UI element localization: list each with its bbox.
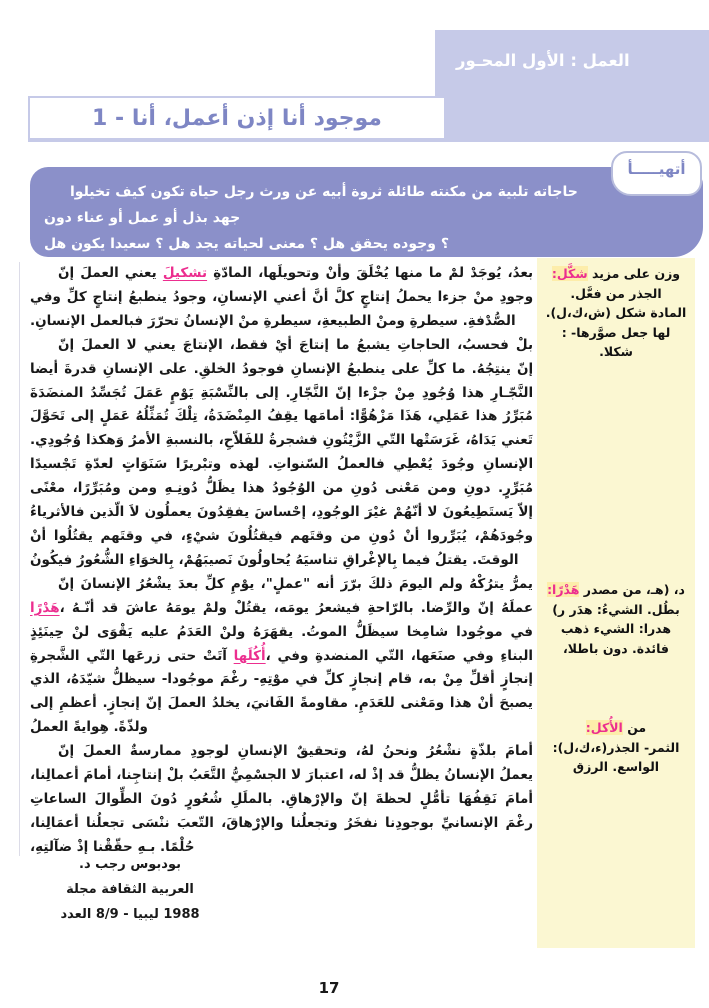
paragraph	[30, 334, 533, 573]
text-segment: ⁧إنّ⁩ ⁧العملَ⁩ ⁧يعني⁩	[58, 265, 157, 281]
glossary-sidebar	[537, 258, 695, 948]
column-rule	[19, 262, 20, 856]
text-segment: ⁧إنّ⁩ ⁧العملَ⁩ ⁧ممارسةٌ⁩ ⁧لوجودِ⁩ ⁧الإنسانِ⁩ ⁧وتحقيقٌ⁩ ⁧لهُ،⁩ ⁧ونحنُ⁩ ⁧نشْعُرُ⁩ ⁧بلذّةٍ⁩ ⁧أمامَ⁩ ⁧أعمالِنا،⁩ ⁧أمامَ⁩ ⁧إنتاجِنا،⁩ ⁧بلْ⁩ ⁧التَّعَبُ⁩ ⁧الجسْمِيُّ⁩ ⁧لا⁩ ⁧اعتبارَ⁩ ⁧له،⁩ ⁧إذْ⁩ ⁧قد⁩ ⁧يظلُّ⁩ ⁧الإنسانُ⁩ ⁧يعملُ⁩ ⁧الساعاتِ⁩ ⁧الطِّوالَ⁩ ⁧دُونَ⁩ ⁧شُعُورٍ⁩ ⁧بالملَلِ⁩ ⁧والإرْهاقِ.⁩ ⁧إنّ⁩ ⁧لحظةَ⁩ ⁧تأمُّلٍ⁩ ⁧نَقِفُهَا⁩ ⁧أمامَ⁩ ⁧أعمَالِنا،⁩ ⁧تجعلُنا⁩ ⁧ننْسَى⁩ ⁧التّعبَ⁩ ⁧والإرْهاقَ،⁩ ⁧وتجعلُنا⁩ ⁧نفخَرُ⁩ ⁧بوجودِنا⁩ ⁧الإنسانيِّ⁩ ⁧رغْمَ⁩ ⁧ضآلتِهِ،⁩ ⁧إذْ⁩ ⁧حقّقْنا⁩ ⁧بـهِ⁩ ⁧حُلْمًا.⁩	[30, 743, 534, 855]
author-name: ⁧د.⁩ ⁧رجب⁩ ⁧بودبوس⁩	[79, 857, 181, 872]
page-number: 17	[318, 979, 340, 997]
paragraph	[30, 573, 533, 740]
glossary-entry-term: ⁧الأُكل:⁩	[585, 720, 623, 735]
glossary-entry-def: ⁧مصدر⁩ ⁧من⁩ ⁧(هـ،⁩ ⁧د،⁩ ⁧ر)⁩ ⁧هدَر⁩ ⁧الشيءُ:⁩ ⁧بطُل.⁩ ⁧ذهب⁩ ⁧الشيء⁩ ⁧هدرا:⁩ ⁧باطلا،⁩ ⁧دون⁩ ⁧فائدة.⁩	[552, 582, 685, 656]
text-segment: ⁧،⁩ ⁧أنّـهُ⁩ ⁧قد⁩ ⁧عاشَ⁩ ⁧يومَهُ⁩ ⁧ولمْ⁩ ⁧يقتُلْ⁩ ⁧يومَه،⁩ ⁧فيشعرُ⁩ ⁧بالرّاحةِ⁩ ⁧والرِّضا.⁩ ⁧إنّ⁩ ⁧عملَهُ⁩ ⁧حِينَئِذٍ⁩ ⁧لنْ⁩ ⁧يَقْوَى⁩ ⁧عليه⁩ ⁧العَدَمُ⁩ ⁧ولنْ⁩ ⁧يقهَرَهُ⁩ ⁧الموتُ.⁩ ⁧سيظَلُّ⁩ ⁧شامِخا⁩ ⁧موجُودا⁩ ⁧في⁩ ⁧الشَّجرةِ⁩ ⁧التّي⁩ ⁧زرعَها⁩ ⁧حتى⁩ ⁧آتَتْ⁩	[30, 599, 534, 664]
text-segment: ⁧إنّ⁩ ⁧الإنسانَ⁩ ⁧يشْعُرُ⁩ ⁧بعدَ⁩ ⁧كلِّ⁩ ⁧يوْمِ⁩ ⁧"عملٍ"،⁩ ⁧أنه⁩ ⁧برّرَ⁩ ⁧ذلكَ⁩ ⁧اليومَ⁩ ⁧ولم⁩ ⁧يترُكْهُ⁩ ⁧يمرُّ⁩	[58, 575, 533, 592]
text-segment: ⁧،⁩ ⁧وفي⁩ ⁧المنضدةِ⁩ ⁧التّي⁩ ⁧صنَعَها،⁩ ⁧وفي⁩ ⁧البناءِ⁩ ⁧الذي⁩ ⁧شيّدَهُ،⁩ ⁧سيظلُّ⁩ ⁧موجُودا-⁩ ⁧رغْمَ⁩ ⁧موْتِهِ-⁩ ⁧في⁩ ⁧كلِّ⁩ ⁧إنجازٍ⁩ ⁧قام⁩ ⁧به،⁩ ⁧مِنْ⁩ ⁧أقلِّ⁩ ⁧إنجازٍ⁩ ⁧إلى⁩ ⁧أعظمِ⁩ ⁧إنجازٍ.⁩ ⁧إنّ⁩ ⁧العملَ⁩ ⁧يخلدُ⁩ ⁧الفَانيَ،⁩ ⁧مقاومةً⁩ ⁧للعَدَمِ.⁩ ⁧ومَعْنى⁩ ⁧هذا⁩ ⁧أنْ⁩ ⁧يصبحَ⁩ ⁧العملُ⁩ ⁧هِوايةً⁩ ⁧ولذّةً.⁩	[30, 647, 534, 736]
glossary-term-highlight: ⁧هَدْرًا⁩	[30, 599, 60, 616]
glossary-entry-def: ⁧من⁩ ⁧الجذر(ء،ك،ل):⁩ ⁧الثمر-⁩ ⁧الرزق⁩ ⁧الواسع.⁩	[552, 720, 680, 774]
attribution	[30, 852, 230, 927]
intro-line: ⁧هل⁩ ⁧يكون⁩ ⁧سعيدا⁩ ⁧؟⁩ ⁧هل⁩ ⁧يجد⁩ ⁧لحياته⁩ ⁧معنى⁩ ⁧؟⁩ ⁧هل⁩ ⁧يحقق⁩ ⁧وجوده⁩ ⁧؟⁩	[44, 236, 449, 252]
lesson-title: ⁧1⁩ ⁧-⁩ ⁧أنا⁩ ⁧أعمل،⁩ ⁧إذن⁩ ⁧أنا⁩ ⁧موجود⁩	[92, 105, 382, 131]
paragraph	[30, 262, 533, 334]
text-segment: ⁧إنّ⁩ ⁧العملَ⁩ ⁧لا⁩ ⁧يعني⁩ ⁧الإنتاجَ⁩ ⁧فقط،⁩ ⁧أيْ⁩ ⁧إنتاجَ⁩ ⁧ما⁩ ⁧يشبعُ⁩ ⁧الحاجاتِ⁩ ⁧فحسبُ،⁩ ⁧بلْ⁩ ⁧أيضا⁩ ⁧قدرةَ⁩ ⁧الإنسانِ⁩ ⁧على⁩ ⁧الخلقِ.⁩ ⁧فوجودُ⁩ ⁧الإنسانِ⁩ ⁧ينطبعُ⁩ ⁧على⁩ ⁧كلِّ⁩ ⁧ما⁩ ⁧ينتِجُهُ.⁩ ⁧إنّ⁩ ⁧المنضَدَةَ⁩ ⁧تُجَسِّدُ⁩ ⁧عَمَلَ⁩ ⁧يَوْمٍ⁩ ⁧بالنِّسْبَةِ⁩ ⁧إلى⁩ ⁧النَّجّارِ.⁩ ⁧إنّ⁩ ⁧جزْءا⁩ ⁧مِنْ⁩ ⁧وُجُودِ⁩ ⁧هذا⁩ ⁧النَّجّـارِ⁩ ⁧تَحَوَّلَ⁩ ⁧إلى⁩ ⁧عَمَلٍ⁩ ⁧تُمَثِّلُهُ⁩ ⁧تِلْكَ⁩ ⁧المِنْضَدَةُ،⁩ ⁧يقِفُ⁩ ⁧أمامَها⁩ ⁧مَزْهُوًّا:⁩ ⁧هَذَا⁩ ⁧عَمَلِي،⁩ ⁧هذا⁩ ⁧مُبَرِّرُ⁩ ⁧وُجُودِي.⁩ ⁧وَهكذا⁩ ⁧الأمرُ⁩ ⁧بالنسبةِ⁩ ⁧للفَلاّحِ،⁩ ⁧فشجرةُ⁩ ⁧الزَّيْتُونِ⁩ ⁧التّي⁩ ⁧غَرَسَتْها⁩ ⁧يَدَاهُ،⁩ ⁧تَعني⁩ ⁧تَجْسيدًا⁩ ⁧لعدّةِ⁩ ⁧سَنَوَاتٍ⁩ ⁧وتبْريرًا⁩ ⁧لهذه⁩ ⁧السّنواتِ.⁩ ⁧فالعملُ⁩ ⁧يُعْطِي⁩ ⁧وجُودَ⁩ ⁧الإنسانِ⁩ ⁧معْنًى⁩ ⁧ومُبَرِّرًا،⁩ ⁧ومن⁩ ⁧دُونِـهِ⁩ ⁧يظَلُّ⁩ ⁧هذا⁩ ⁧الوُجُودُ⁩ ⁧من⁩ ⁧دُونِ⁩ ⁧مَعْنى⁩ ⁧ومن⁩ ⁧دونِ⁩ ⁧مُبَرِّرٍ.⁩ ⁧فالأثرياءُ⁩ ⁧الّذين⁩ ⁧لاَ⁩ ⁧يعملُون⁩ ⁧يفقِدُونَ⁩ ⁧إحْساسَ⁩ ⁧الوجُودِ،⁩ ⁧غيْرَ⁩ ⁧أنّهُمْ⁩ ⁧لا⁩ ⁧يَستَطِيعُونَ⁩ ⁧إلاّ⁩ ⁧أنْ⁩ ⁧يقتُلُوا⁩ ⁧وقتَهم⁩ ⁧في⁩ ⁧شيْءٍ،⁩ ⁧فيقتُلُونَ⁩ ⁧وقتَهم⁩ ⁧من⁩ ⁧دُونِ⁩ ⁧أنْ⁩ ⁧يُبَرِّروا⁩ ⁧وجُودَهُمْ،⁩ ⁧فيكُونُ⁩ ⁧الشُّعُورُ⁩ ⁧بِالخوَاءِ⁩ ⁧نَصيبَهُمْ،⁩ ⁧يُحاولُونَ⁩ ⁧تناسيَهُ⁩ ⁧بِالإغْراقِ⁩ ⁧فيما⁩ ⁧يقتلُ⁩ ⁧الوقتَ.⁩	[30, 336, 534, 568]
chapter-title: ⁧المحـور⁩ ⁧الأول⁩ ⁧:⁩ ⁧العمل⁩	[456, 51, 630, 70]
intro-line: ⁧دون⁩ ⁧عناء⁩ ⁧أو⁩ ⁧عمل⁩ ⁧أو⁩ ⁧بذل⁩ ⁧جهد⁩	[44, 210, 241, 226]
glossary-entry	[543, 580, 689, 658]
intro-line: ⁧تخيلوا⁩ ⁧كيف⁩ ⁧تكون⁩ ⁧حياة⁩ ⁧رجل⁩ ⁧ورث⁩ ⁧عن⁩ ⁧أبيه⁩ ⁧ثروة⁩ ⁧طائلة⁩ ⁧مكنته⁩ ⁧من⁩ ⁧تلبية⁩ ⁧حاجاته⁩	[70, 184, 578, 200]
prepare-tab-label: أتهيـــــأ	[627, 160, 686, 178]
prepare-tab	[611, 151, 702, 196]
glossary-entry	[543, 264, 689, 362]
glossary-term-highlight: ⁧تشكيلَ⁩	[162, 265, 208, 281]
glossary-entry-def: ⁧مزيد⁩ ⁧على⁩ ⁧وزن⁩ ⁧فعَّل.⁩ ⁧من⁩ ⁧الجذر⁩ ⁧(ش،ك،ل).⁩ ⁧شكل⁩ ⁧المادة⁩ ⁧:⁩ ⁧صوَّرها-⁩ ⁧جعل⁩ ⁧لها⁩ ⁧شكلا.⁩	[545, 266, 687, 359]
glossary-entry-term: ⁧هَدْرًا:⁩	[547, 582, 580, 597]
glossary-term-highlight: ⁧أُكُلَها⁩	[233, 647, 266, 664]
paragraph	[30, 740, 533, 860]
lesson-title-box	[28, 96, 449, 142]
issue-info: ⁧العدد⁩ ⁧8/9⁩ ⁧-⁩ ⁧ليبيا⁩ ⁧1988⁩	[60, 907, 200, 922]
source-name: ⁧مجلة⁩ ⁧الثقافة⁩ ⁧العربية⁩	[66, 882, 194, 897]
intro-box	[30, 167, 703, 257]
glossary-entry-term: ⁧شكَّل:⁩	[551, 266, 588, 281]
text-segment: ⁧المادّةِ⁩ ⁧وتحويلَها،⁩ ⁧وأنْ⁩ ⁧يُخْلَقَ⁩ ⁧منها⁩ ⁧ما⁩ ⁧لمْ⁩ ⁧يُوجَدْ⁩ ⁧بعدُ،⁩ ⁧وفي⁩ ⁧كلِّ⁩ ⁧إنتاجٍ⁩ ⁧ينطبعُ⁩ ⁧وجودُ⁩ ⁧الإنسانِ،⁩ ⁧أعني⁩ ⁧أنَّ⁩ ⁧كلَّ⁩ ⁧إنتاجٍ⁩ ⁧يحملُ⁩ ⁧جزءا⁩ ⁧منْ⁩ ⁧وجودِ⁩ ⁧الإنسانِ.⁩ ⁧فبالعمل⁩ ⁧تحرّرَ⁩ ⁧الإنسانُ⁩ ⁧منْ⁩ ⁧سيطرةِ⁩ ⁧الطبيعةِ،⁩ ⁧ومنْ⁩ ⁧سيطرةِ⁩ ⁧الصُّدْفةِ.⁩	[30, 265, 534, 329]
glossary-entry	[543, 718, 689, 777]
lesson-text	[30, 262, 533, 860]
chapter-header-bar	[435, 30, 709, 142]
